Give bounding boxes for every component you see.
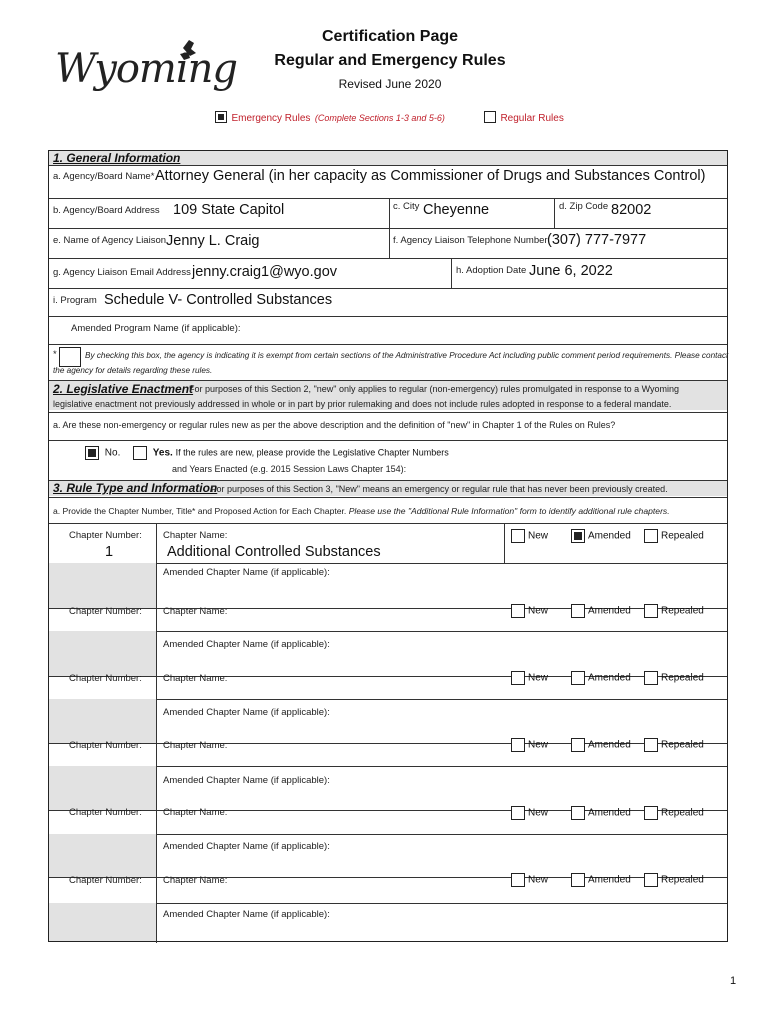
- chapter-3-amended-option[interactable]: [571, 671, 631, 685]
- sec2-yes-option[interactable]: [133, 446, 449, 460]
- page-title: Certification Page: [321, 28, 459, 45]
- amended-chapter-name-label: Amended Chapter Name (if applicable):: [163, 639, 330, 650]
- repealed-checkbox[interactable]: [644, 806, 658, 820]
- yes-text-2: and Years Enacted (e.g. 2015 Session Laws Chapter 154):: [172, 464, 407, 474]
- repealed-label: Repealed: [661, 605, 704, 617]
- city-value[interactable]: Cheyenne: [423, 202, 490, 218]
- liaison-name-value[interactable]: Jenny L. Craig: [166, 233, 260, 249]
- liaison-phone-label: f. Agency Liaison Telephone Number: [393, 235, 548, 246]
- regular-label: Regular Rules: [500, 113, 564, 124]
- repealed-label: Repealed: [661, 807, 704, 819]
- chapter-number-label: Chapter Number:: [69, 673, 142, 684]
- chapter-name-label: Chapter Name:: [163, 530, 228, 541]
- sec2-question: a. Are these non-emergency or regular rules new as per the above description and the definition of "new" in Chapter 1 of the Rules on Rules?: [53, 420, 616, 430]
- repealed-checkbox[interactable]: [644, 873, 658, 887]
- new-label: New: [528, 807, 549, 819]
- new-label: New: [528, 739, 549, 751]
- exempt-text-1: By checking this box, the agency is indicating it is exempt from certain sections of the Administrative Procedure Act including public comment period requirements. Please contact: [85, 351, 729, 360]
- program-label: i. Program: [53, 295, 97, 306]
- liaison-name-label: e. Name of Agency Liaison: [53, 235, 167, 246]
- chapter-1-repealed-option[interactable]: [644, 529, 704, 543]
- chapter-name-label: Chapter Name:: [163, 807, 228, 818]
- amended-chapter-name-label: Amended Chapter Name (if applicable):: [163, 567, 330, 578]
- adoption-date-label: h. Adoption Date: [456, 265, 527, 276]
- new-label: New: [528, 530, 549, 542]
- emergency-label: Emergency Rules: [231, 113, 311, 124]
- chapter-5-new-option[interactable]: [511, 806, 548, 820]
- chapter-number-label: Chapter Number:: [69, 807, 142, 818]
- chapter-1-amended-option[interactable]: [571, 529, 631, 543]
- chapter-2-new-option[interactable]: [511, 604, 548, 618]
- chapter-name-label: Chapter Name:: [163, 606, 228, 617]
- amended-checkbox[interactable]: [571, 806, 585, 820]
- amended-label: Amended: [588, 605, 631, 617]
- chapter-name-label: Chapter Name:: [163, 740, 228, 751]
- yes-label: Yes.: [152, 447, 173, 459]
- new-label: New: [528, 605, 549, 617]
- chapter-6-new-option[interactable]: [511, 873, 548, 887]
- zip-label: d. Zip Code: [559, 201, 609, 212]
- adoption-date-value[interactable]: June 6, 2022: [529, 263, 613, 279]
- amended-chapter-name-label: Amended Chapter Name (if applicable):: [163, 909, 330, 920]
- sec3-heading: 3. Rule Type and Information: [53, 481, 218, 495]
- amended-checkbox[interactable]: [571, 604, 585, 618]
- liaison-email-value[interactable]: jenny.craig1@wyo.gov: [192, 264, 338, 280]
- certification-form: 1. General Information a. Agency/Board Name* Attorney General (in her capacity as Commissioner of Drugs and Substances Control) b. Agency/Board Address 109 State Capitol c. City Cheyenne d. Zip Code 82002 e. Name of Agency Liaison Jenny L. Craig f. Agency Liaison Telephone Number (307) 777-7977 g. Agency Liaison Email Address jenny.craig1@wyo.gov h. Adoption Date June 6, 2022 i. Program Schedule V- Controlled Substances Amended Program Name (if applicable): * By checking this box, the agency is indicating it is exempt from certain sections of the Administrative Procedure Act including public comment period requirements. Please contact the agency for details regarding these rules. 2. Legislative Enactment For purposes of this Section 2, "new" only applies to regular (non-emergency) rules promulgated in response to a Wyoming legislative enactment not previously addressed in whole or in part by prior rulemaking and does not include rules adopted in response to a federal mandate. a. Are these non-emergency or regular rules new as per the above description and the definition of "new" in Chapter 1 of the Rules on Rules? No. Yes. If the rules are new, please provide the Legislative Chapter Numbers and Years Enacted (e.g. 2015 Session Laws Chapter 154): 3. Rule Type and Information For purposes of this Section 3, "New" means an emergency or regular rule that has never been previously created. a. Provide the Chapter Number, Title* and Proposed Action for Each Chapter. Please use the "Additional Rule Information" form to identify additional rule chapters. Chapter Number: 1 Chapter Name: Additional Controlled Substances New Amended Repealed Amended Chapter Name (if applicable): Chapter Number: Chapter Name: New Amended Repealed Amended Chapter Name (if applicable): Chapter Number: Chapter Name: New Amended Repealed Amended Chapter Name (if applicable): Chapter Number: Chapter Name: New Amended Repealed Amended Chapter Name (if applicable): Chapter Number: Chapter Name: New Amended Repealed Amended Chapter Name (if applicable): Chapter Number: Chapter Name: New Amended Repealed Amended Chapter Name (if applicable):: [48, 150, 728, 942]
- agency-name-label: a. Agency/Board Name*: [53, 171, 155, 182]
- zip-value[interactable]: 82002: [611, 202, 652, 218]
- liaison-phone-value[interactable]: (307) 777-7977: [547, 232, 647, 248]
- amended-chapter-name-label: Amended Chapter Name (if applicable):: [163, 775, 330, 786]
- liaison-email-label: g. Agency Liaison Email Address: [53, 267, 191, 278]
- wyoming-logo: [55, 28, 238, 118]
- chapter-5-amended-option[interactable]: [571, 806, 631, 820]
- chapter-5-repealed-option[interactable]: [644, 806, 704, 820]
- chapter-4-repealed-option[interactable]: [644, 738, 704, 752]
- amended-chapter-name-label: Amended Chapter Name (if applicable):: [163, 841, 330, 852]
- new-label: New: [528, 874, 549, 886]
- sec2-heading: 2. Legislative Enactment: [53, 382, 194, 396]
- logo-text: Wyoming: [55, 46, 238, 92]
- sec2-text-1: For purposes of this Section 2, "new" only applies to regular (non-emergency) rules promulgated in response to a Wyoming: [189, 384, 680, 394]
- amended-checkbox[interactable]: [571, 738, 585, 752]
- amended-program-label: Amended Program Name (if applicable):: [71, 323, 241, 334]
- sec3-text: For purposes of this Section 3, "New" means an emergency or regular rule that has never been previously created.: [211, 484, 668, 494]
- yes-checkbox[interactable]: [133, 446, 147, 460]
- exempt-checkbox[interactable]: [59, 347, 81, 367]
- repealed-checkbox[interactable]: [644, 604, 658, 618]
- amended-label: Amended: [588, 530, 631, 542]
- emergency-note: (Complete Sections 1-3 and 5-6): [314, 113, 445, 123]
- amended-label: Amended: [588, 739, 631, 751]
- exempt-text-2: the agency for details regarding these rules.: [53, 366, 213, 375]
- agency-name-value[interactable]: Attorney General (in her capacity as Commissioner of Drugs and Substances Control): [155, 168, 706, 184]
- new-checkbox[interactable]: [511, 671, 525, 685]
- new-checkbox[interactable]: [511, 738, 525, 752]
- agency-address-label: b. Agency/Board Address: [53, 205, 160, 216]
- sec2-text-2: legislative enactment not previously addressed in whole or in part by prior rulemaking and does not include rules adopted in response to a federal mandate.: [53, 399, 672, 409]
- chapter-name-label: Chapter Name:: [163, 875, 228, 886]
- amended-label: Amended: [588, 874, 631, 886]
- no-checkbox[interactable]: [85, 446, 99, 460]
- emergency-checkbox[interactable]: [215, 111, 227, 123]
- chapter-number-label: Chapter Number:: [69, 606, 142, 617]
- repealed-checkbox[interactable]: [644, 529, 658, 543]
- chapter-6-amended-option[interactable]: [571, 873, 631, 887]
- repealed-label: Repealed: [661, 874, 704, 886]
- chapter-1-new-option[interactable]: [511, 529, 548, 543]
- repealed-label: Repealed: [661, 672, 704, 684]
- emergency-rules-option[interactable]: [215, 108, 445, 126]
- chapter-number-label: Chapter Number:: [69, 740, 142, 751]
- new-checkbox[interactable]: [511, 604, 525, 618]
- new-checkbox[interactable]: [511, 529, 525, 543]
- repealed-checkbox[interactable]: [644, 671, 658, 685]
- agency-address-value[interactable]: 109 State Capitol: [173, 202, 285, 218]
- page-number: 1: [730, 975, 737, 987]
- chapter-number-value[interactable]: 1: [105, 544, 114, 560]
- repealed-checkbox[interactable]: [644, 738, 658, 752]
- no-label: No.: [104, 447, 121, 459]
- regular-rules-option[interactable]: [484, 108, 564, 126]
- chapter-name-label: Chapter Name:: [163, 673, 228, 684]
- page-subtitle: Regular and Emergency Rules: [274, 52, 506, 69]
- city-label: c. City: [393, 201, 420, 212]
- new-checkbox[interactable]: [511, 806, 525, 820]
- amended-checkbox[interactable]: [571, 529, 585, 543]
- regular-checkbox[interactable]: [484, 111, 496, 123]
- amended-label: Amended: [588, 672, 631, 684]
- chapter-3-repealed-option[interactable]: [644, 671, 704, 685]
- repealed-label: Repealed: [661, 739, 704, 751]
- chapter-2-repealed-option[interactable]: [644, 604, 704, 618]
- sec3-instruction: a. Provide the Chapter Number, Title* and Proposed Action for Each Chapter. Please use the "Additional Rule Information" form to identify additional rule chapters.: [53, 506, 670, 516]
- chapter-4-amended-option[interactable]: [571, 738, 631, 752]
- repealed-label: Repealed: [661, 530, 704, 542]
- amended-label: Amended: [588, 807, 631, 819]
- chapter-2-amended-option[interactable]: [571, 604, 631, 618]
- new-label: New: [528, 672, 549, 684]
- sec1-heading: 1. General Information: [53, 151, 181, 165]
- amended-chapter-name-label: Amended Chapter Name (if applicable):: [163, 707, 330, 718]
- amended-checkbox[interactable]: [571, 873, 585, 887]
- chapter-name-value[interactable]: Additional Controlled Substances: [167, 544, 381, 560]
- new-checkbox[interactable]: [511, 873, 525, 887]
- yes-text-1: If the rules are new, please provide the Legislative Chapter Numbers: [175, 447, 449, 458]
- chapter-6-repealed-option[interactable]: [644, 873, 704, 887]
- sec2-no-option[interactable]: [85, 446, 120, 460]
- chapter-number-label: Chapter Number:: [69, 875, 142, 886]
- chapter-4-new-option[interactable]: [511, 738, 548, 752]
- revision-date: Revised June 2020: [338, 77, 442, 91]
- program-value[interactable]: Schedule V- Controlled Substances: [104, 292, 333, 308]
- chapter-3-new-option[interactable]: [511, 671, 548, 685]
- amended-checkbox[interactable]: [571, 671, 585, 685]
- chapter-number-label: Chapter Number:: [69, 530, 142, 541]
